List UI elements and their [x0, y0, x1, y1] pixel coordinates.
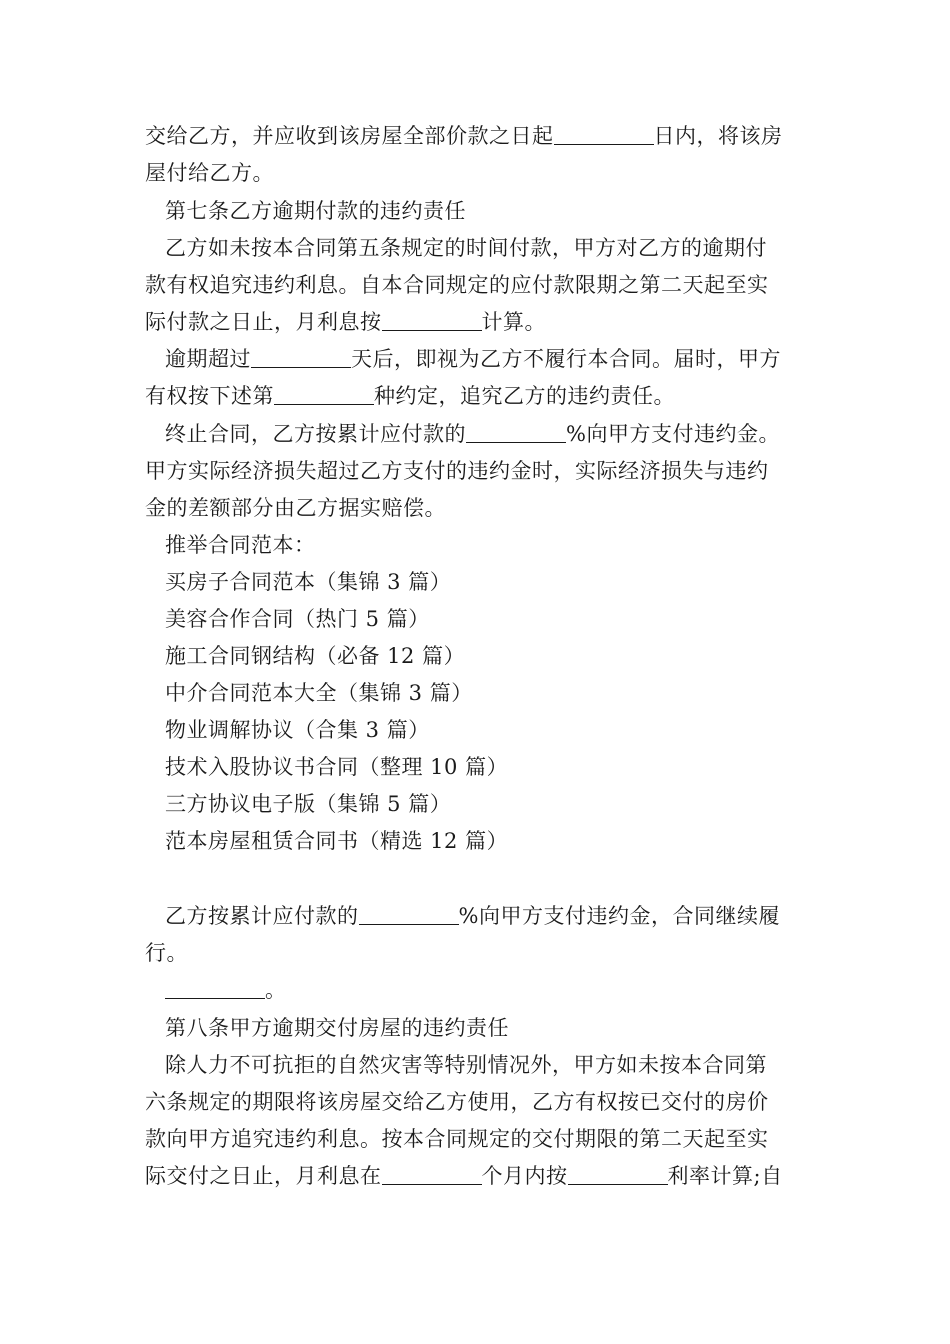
- paragraph-line: 际交付之日止，月利息在 个月内按 利率计算;自: [145, 1164, 783, 1188]
- paragraph-line: 际付款之日止，月利息按 计算。: [145, 310, 546, 334]
- paragraph-line: 金的差额部分由乙方据实赔偿。: [145, 496, 446, 520]
- paragraph-line: 行。: [145, 941, 188, 965]
- fill-in-blank: [274, 384, 374, 405]
- recommend-link[interactable]: 物业调解协议（合集 3 篇）: [165, 718, 430, 742]
- fill-in-blank: [251, 347, 351, 368]
- recommend-link[interactable]: 范本房屋租赁合同书（精选 12 篇）: [165, 829, 509, 853]
- paragraph-line: 乙方如未按本合同第五条规定的时间付款，甲方对乙方的逾期付: [165, 236, 767, 260]
- fill-in-blank: [359, 904, 459, 925]
- article-heading: 第七条乙方逾期付款的违约责任: [165, 199, 466, 223]
- paragraph-line: 有权按下述第 种约定，追究乙方的违约责任。: [145, 384, 675, 408]
- recommend-link[interactable]: 三方协议电子版（集锦 5 篇）: [165, 792, 452, 816]
- recommend-link[interactable]: 技术入股协议书合同（整理 10 篇）: [165, 755, 509, 779]
- fill-in-blank: [382, 1164, 482, 1185]
- paragraph-line: 屋付给乙方。: [145, 161, 274, 185]
- paragraph-line: 六条规定的期限将该房屋交给乙方使用，乙方有权按已交付的房价: [145, 1090, 769, 1114]
- recommend-link[interactable]: 买房子合同范本（集锦 3 篇）: [165, 570, 452, 594]
- paragraph-line: 款有权追究违约利息。自本合同规定的应付款限期之第二天起至实: [145, 273, 769, 297]
- paragraph-line: 。: [165, 975, 287, 1005]
- recommend-link[interactable]: 中介合同范本大全（集锦 3 篇）: [165, 681, 473, 705]
- paragraph-line: 交给乙方，并应收到该房屋全部价款之日起 日内，将该房: [145, 124, 783, 148]
- paragraph-line: 终止合同，乙方按累计应付款的 %向甲方支付违约金。: [165, 422, 780, 446]
- fill-in-blank: [568, 1164, 668, 1185]
- fill-in-blank: [382, 310, 482, 331]
- paragraph-line: 除人力不可抗拒的自然灾害等特别情况外，甲方如未按本合同第: [165, 1053, 767, 1077]
- paragraph-line: 款向甲方追究违约利息。按本合同规定的交付期限的第二天起至实: [145, 1127, 769, 1151]
- recommend-link[interactable]: 美容合作合同（热门 5 篇）: [165, 607, 430, 631]
- paragraph-line: 逾期超过 天后，即视为乙方不履行本合同。届时，甲方: [165, 347, 781, 371]
- article-heading: 第八条甲方逾期交付房屋的违约责任: [165, 1016, 509, 1040]
- recommend-link[interactable]: 施工合同钢结构（必备 12 篇）: [165, 644, 466, 668]
- fill-in-blank: [554, 124, 654, 145]
- paragraph-line: 甲方实际经济损失超过乙方支付的违约金时，实际经济损失与违约: [145, 459, 769, 483]
- paragraph-line: 乙方按累计应付款的 %向甲方支付违约金，合同继续履: [165, 904, 780, 928]
- recommend-heading: 推举合同范本：: [165, 533, 316, 557]
- fill-in-blank: [165, 978, 265, 999]
- fill-in-blank: [466, 422, 566, 443]
